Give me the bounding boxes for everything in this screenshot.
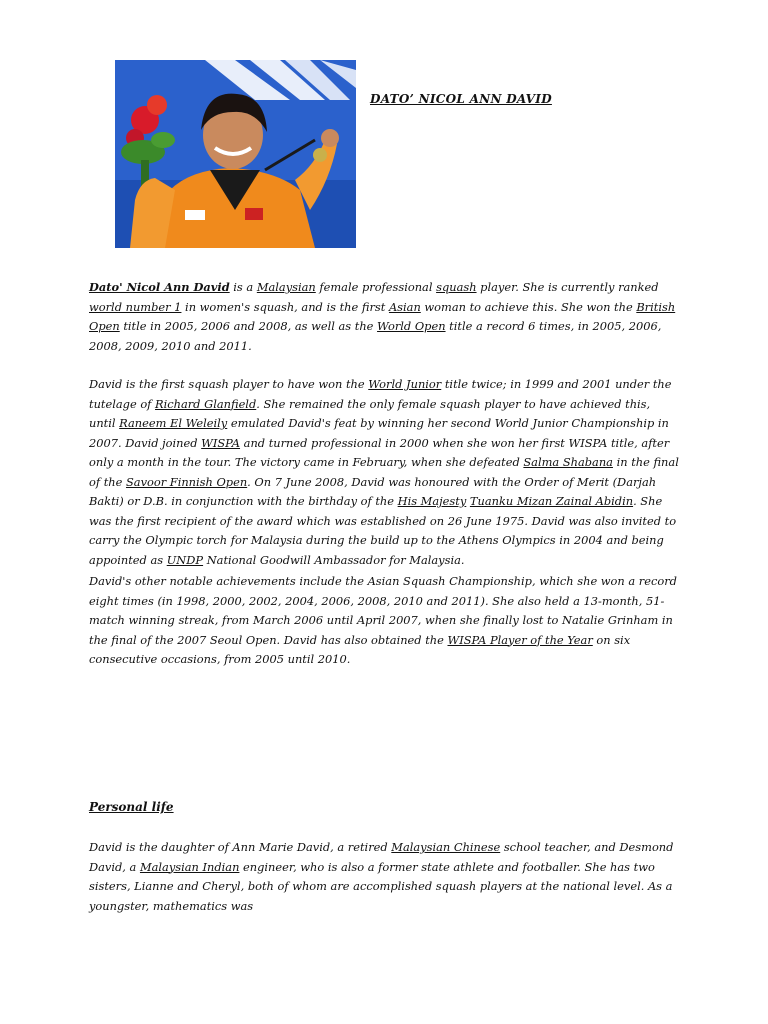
link[interactable]: Raneem El Weleily [119,416,228,430]
link[interactable]: British Open [89,299,676,333]
career-paragraph: David is the first squash player to have won the World Junior title twice; in 1999 and 2001 under the tutelage of Richard Glanfield. She remained the only female squash player to have achieved this, until Raneem El Weleily emulated David's feat by winning her second World Junior Championship in 2007. David joined WISPA and turned professional in 2000 when she won her first WISPA title, after only a month in the tour. The victory came in February, when she defeated Salma Shabana in the final of the Savoor Finnish Open. On 7 June 2008, David was honoured with the Order of Merit (Darjah Bakti) or D.B. in conjunction with the birthday of the His Majesty Tuanku Mizan Zainal Abidin. She was the first recipient of the award which was established on 26 June 1975. David was also invited to carry the Olympic torch for Malaysia during the build up to the Athens Olympics in 2004 and being appointed as UNDP National Goodwill Ambassador for Malaysia. [89,377,679,567]
name-link[interactable]: Dato' Nicol Ann David [89,280,230,294]
link[interactable]: squash [436,280,477,294]
link[interactable]: Savoor Finnish Open [125,474,248,489]
athlete-photo-icon [115,60,356,248]
link[interactable]: Asian [388,299,421,314]
intro-paragraph: Dato' Nicol Ann David is a Malaysian female professional squash player. She is currently ranked world number 1 in women's squash, and is the first Asian woman to achieve this. She won the British Open title in 2005, 2006 and 2008, as well as the World Open title a record 6 times, in 2005, 2006, 2008, 2009, 2010 and 2011. [89,280,676,353]
link[interactable]: World Open [377,319,446,333]
link[interactable]: His Majesty [397,494,467,508]
athlete-photo [115,60,356,248]
achievements-paragraph: David's other notable achievements include the Asian Squash Championship, which she won a record eight times (in 1998, 2000, 2002, 2004, 2006, 2008, 2010 and 2011). She also held a 13-month, 51-match winning streak, from March 2006 until April 2007, when she finally lost to Natalie Grinham in the final of the 2007 Seoul Open. David has also obtained the WISPA Player of the Year on six consecutive occasions, from 2005 until 2010. [89,574,677,666]
link[interactable]: Richard Glanfield [155,396,257,411]
link[interactable]: WISPA [201,435,241,450]
link[interactable]: Tuanku Mizan Zainal Abidin [469,494,634,508]
personal-life-paragraph: David is the daughter of Ann Marie David, a retired Malaysian Chinese school teacher, and Desmond David, a Malaysian Indian engineer, who is also a former state athlete and footballer. She has two sisters, Lianne and Cheryl, both of whom are accomplished squash players at the national level. As a youngster, mathematics was [89,840,674,913]
link[interactable]: WISPA Player of the Year [447,632,593,647]
link[interactable]: Malaysian Indian [139,859,240,874]
page-title: DATO’ NICOL ANN DAVID [370,92,552,106]
link[interactable]: world number 1 [89,299,182,314]
link[interactable]: Malaysian Chinese [391,840,501,854]
section-heading: Personal life [89,800,174,814]
link[interactable]: World Junior [368,377,442,391]
link[interactable]: UNDP [166,552,204,567]
link[interactable]: Salma Shabana [523,455,613,469]
link[interactable]: Malaysian [256,280,316,294]
